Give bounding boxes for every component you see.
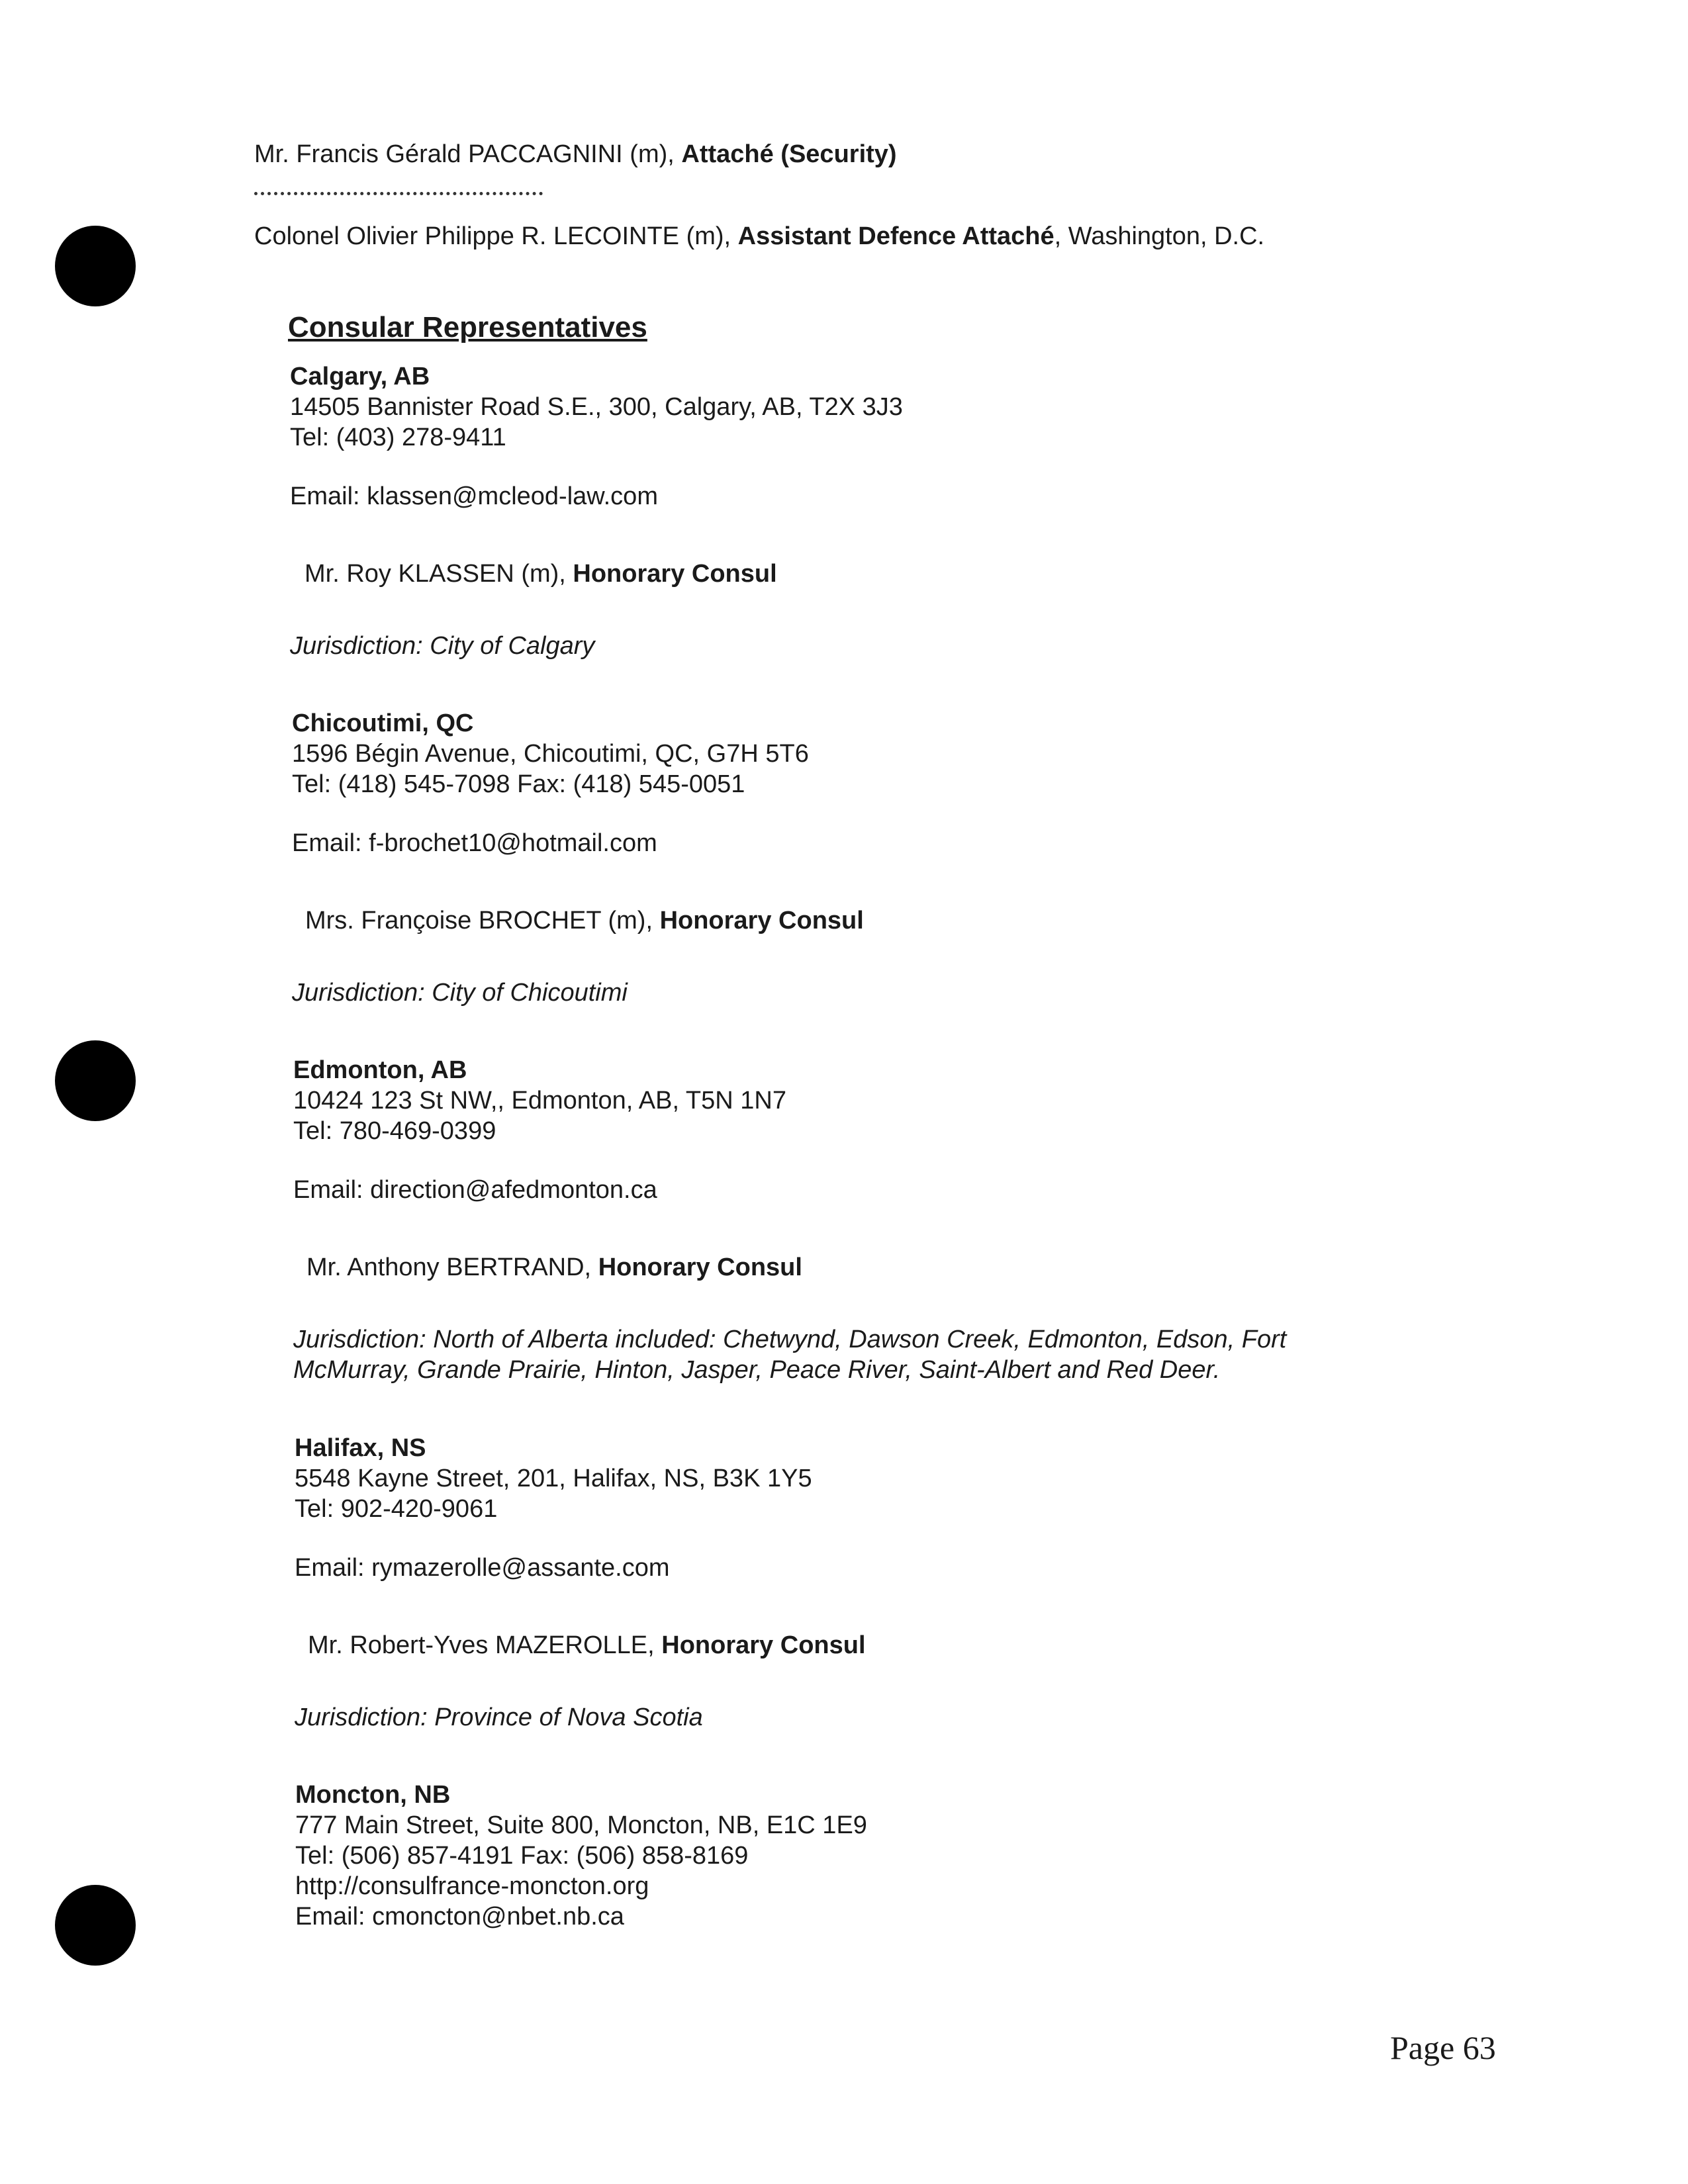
city-halifax: Halifax, NS [295,1434,426,1462]
jurisdiction-calgary: Jurisdiction: City of Calgary [290,632,595,660]
email-calgary: Email: klassen@mcleod-law.com [290,482,658,510]
consul-name: Mr. Robert-Yves MAZEROLLE, [308,1631,662,1659]
consul-name: Mr. Roy KLASSEN (m), [305,560,573,588]
address-halifax: 5548 Kayne Street, 201, Halifax, NS, B3K 1Y5 [295,1465,812,1492]
consul-edmonton [306,1252,802,1283]
website-moncton: http://consulfrance-moncton.org [295,1872,649,1900]
address-edmonton: 10424 123 St NW,, Edmonton, AB, T5N 1N7 [293,1087,786,1115]
defence-attache-title: Assistant Defence Attaché [737,222,1055,250]
page-number: Page 63 [1390,2029,1496,2066]
tel-chicoutimi: Tel: (418) 545-7098 Fax: (418) 545-0051 [292,770,745,798]
email-edmonton: Email: direction@afedmonton.ca [293,1176,657,1204]
email-moncton: Email: cmoncton@nbet.nb.ca [295,1903,624,1931]
defence-attache-name: Colonel Olivier Philippe R. LECOINTE (m), [254,222,738,250]
address-moncton: 777 Main Street, Suite 800, Moncton, NB, E1C 1E9 [295,1811,867,1839]
punch-hole-top [55,226,136,306]
email-halifax: Email: rymazerolle@assante.com [295,1554,670,1582]
punch-hole-middle [55,1040,136,1121]
consul-title: Honorary Consul [573,560,777,588]
consul-halifax [308,1630,866,1661]
defence-attache-location: , Washington, D.C. [1054,222,1265,250]
punch-hole-bottom [55,1885,136,1966]
address-chicoutimi: 1596 Bégin Avenue, Chicoutimi, QC, G7H 5T6 [292,740,809,768]
consul-name: Mrs. Françoise BROCHET (m), [305,907,660,934]
city-calgary: Calgary, AB [290,363,430,390]
jurisdiction-edmonton-cont: McMurray, Grande Prairie, Hinton, Jasper, Peace River, Saint-Albert and Red Deer. [293,1356,1221,1384]
attache-name: Mr. Francis Gérald PACCAGNINI (m), [254,140,682,168]
tel-calgary: Tel: (403) 278-9411 [290,424,506,451]
consul-title: Honorary Consul [661,1631,866,1659]
consul-title: Honorary Consul [598,1253,802,1281]
tel-moncton: Tel: (506) 857-4191 Fax: (506) 858-8169 [295,1842,749,1870]
consul-calgary [305,559,777,589]
tel-halifax: Tel: 902-420-9061 [295,1495,498,1523]
tel-edmonton: Tel: 780-469-0399 [293,1117,496,1145]
consul-chicoutimi [305,905,864,936]
jurisdiction-halifax: Jurisdiction: Province of Nova Scotia [295,1704,703,1731]
jurisdiction-chicoutimi: Jurisdiction: City of Chicoutimi [292,979,628,1007]
address-calgary: 14505 Bannister Road S.E., 300, Calgary, AB, T2X 3J3 [290,393,903,421]
city-edmonton: Edmonton, AB [293,1056,467,1084]
jurisdiction-edmonton: Jurisdiction: North of Alberta included: Chetwynd, Dawson Creek, Edmonton, Edson, Fort [293,1326,1287,1353]
consul-title: Honorary Consul [659,907,864,934]
defence-attache-line [254,221,1264,251]
city-moncton: Moncton, NB [295,1781,451,1809]
city-chicoutimi: Chicoutimi, QC [292,709,474,737]
email-chicoutimi: Email: f-brochet10@hotmail.com [292,829,657,857]
attache-line [254,139,897,169]
attache-title: Attaché (Security) [681,140,897,168]
section-heading: Consular Representatives [288,311,647,343]
consul-name: Mr. Anthony BERTRAND, [306,1253,598,1281]
dotted-separator [254,192,543,195]
